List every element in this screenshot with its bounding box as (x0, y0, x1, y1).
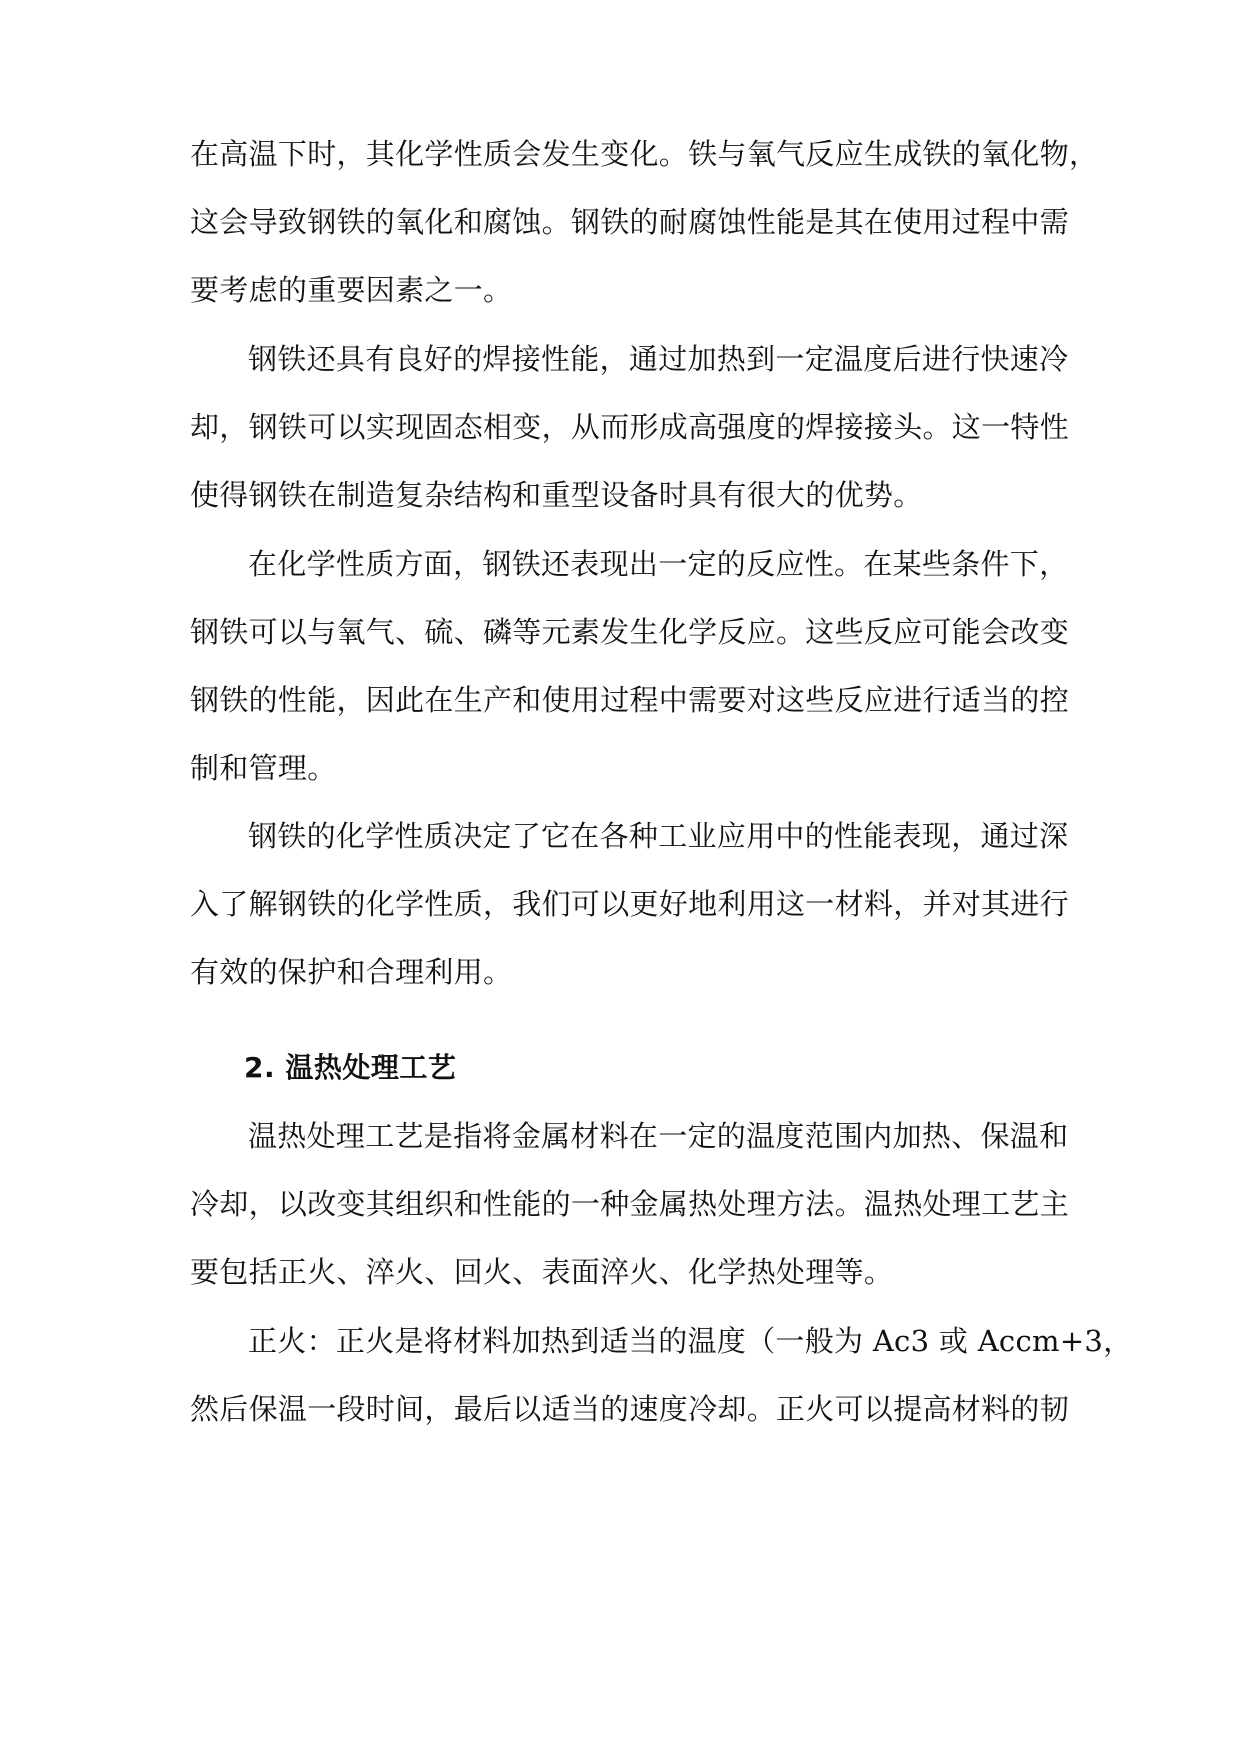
paragraph-first-line: 钢铁还具有良好的焊接性能，通过加热到一定温度后进行快速冷 (248, 342, 1069, 376)
text-line: 冷却，以改变其组织和性能的一种金属热处理方法。温热处理工艺主 (190, 1187, 1070, 1221)
section-heading: 2. 温热处理工艺 (244, 1051, 457, 1084)
text-line: 这会导致钢铁的氧化和腐蚀。钢铁的耐腐蚀性能是其在使用过程中需 (190, 205, 1070, 239)
paragraph-first-line: 钢铁的化学性质决定了它在各种工业应用中的性能表现，通过深 (248, 819, 1069, 853)
paragraph-first-line: 正火：正火是将材料加热到适当的温度（一般为 Ac3 或 Accm+3， (248, 1324, 1133, 1358)
text-line: 使得钢铁在制造复杂结构和重型设备时具有很大的优势。 (190, 478, 923, 512)
text-line: 入了解钢铁的化学性质，我们可以更好地利用这一材料，并对其进行 (190, 887, 1070, 921)
text-line: 却，钢铁可以实现固态相变，从而形成高强度的焊接接头。这一特性 (190, 410, 1070, 444)
text-line: 钢铁的性能，因此在生产和使用过程中需要对这些反应进行适当的控 (190, 683, 1070, 717)
text-line: 在高温下时，其化学性质会发生变化。铁与氧气反应生成铁的氧化物， (190, 137, 1099, 171)
text-line: 然后保温一段时间，最后以适当的速度冷却。正火可以提高材料的韧 (190, 1392, 1070, 1426)
paragraph-first-line: 在化学性质方面，钢铁还表现出一定的反应性。在某些条件下， (248, 547, 1069, 581)
text-line: 钢铁可以与氧气、硫、磷等元素发生化学反应。这些反应可能会改变 (190, 615, 1070, 649)
text-line: 要包括正火、淬火、回火、表面淬火、化学热处理等。 (190, 1255, 894, 1289)
text-line: 有效的保护和合理利用。 (190, 955, 513, 989)
paragraph-first-line: 温热处理工艺是指将金属材料在一定的温度范围内加热、保温和 (248, 1119, 1069, 1153)
text-line: 要考虑的重要因素之一。 (190, 273, 513, 307)
text-line: 制和管理。 (190, 751, 337, 785)
